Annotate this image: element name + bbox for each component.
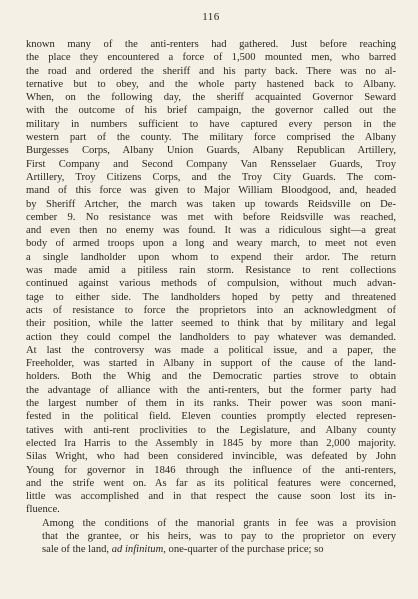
text-line: fluence. [26, 504, 60, 516]
text-line: with the outcome of his brief campaign, the governor called out the [26, 105, 396, 117]
text-line: mand of this force was given to Major William Bloodgood, and, headed [26, 185, 396, 197]
text-line: holders. Both the Whig and the Democratic parties strove to obtain [26, 371, 396, 383]
paragraph-2 [26, 517, 396, 557]
text-line: When, on the following day, the sheriff acquainted Governor Seward [26, 92, 396, 104]
text-line: Among the conditions of the manorial grants in fee was a provision [42, 517, 396, 529]
text-line: and the strife went on. As far as its political features were concerned, [26, 477, 396, 489]
text-line: known many of the anti-renters had gathered. Just before reaching [26, 39, 396, 50]
text-line: Silas Wright, who had been considered invincible, was defeated by John [26, 451, 396, 463]
text-line: little was accomplished and in that respect the cause soon lost its in- [26, 491, 396, 503]
text-line: Freeholder, was started in Albany in support of the cause of the land- [26, 358, 396, 370]
text-line: tage to either side. The landholders hoped by petty and threatened [26, 291, 396, 303]
text-line: action they could compel the landholders to pay whatever was demanded. [26, 331, 396, 343]
latin-phrase: ad infinitum [111, 544, 164, 556]
text-line: was made amid a pitiless rain storm. Resistance to rent collections [26, 265, 396, 277]
text-line: their position, while the latter seemed to think that by military and legal [26, 318, 396, 330]
text-line: Artillery, Troy Citizens Corps, and the Troy City Guards. The com- [26, 171, 396, 183]
text-fragment: sale of the land, [42, 544, 112, 556]
paragraph-1 [26, 38, 396, 517]
body-text [26, 38, 396, 557]
text-line: the advantage of alliance with the anti-renters, but the former party had [26, 384, 396, 396]
text-line: tatives with anti-rent proclivities to the Legislature, and Albany county [26, 424, 396, 436]
text-line: First Company and Second Company Van Rensselaer Guards, Troy [26, 158, 396, 170]
text-line: military in numbers sufficient to have captured every person in the [26, 118, 396, 130]
text-line: At last the controversy was made a political issue, and a paper, the [26, 344, 396, 356]
text-line: body of armed troops upon a long and weary march, to meet not even [26, 238, 396, 250]
text-line: cember 9. No resistance was met with before Reidsville was reached, [26, 211, 396, 223]
text-line: Young for governor in 1846 through the influence of the anti-renters, [26, 464, 396, 476]
text-line: western part of the county. The military force comprised the Albany [26, 132, 396, 144]
text-line: continued against various methods of compulsion, without much advan- [26, 278, 396, 290]
text-line: acts of resistance to force the proprietors into an acknowledgment of [26, 304, 396, 316]
text-line: the road and ordered the sheriff and his party back. There was no al- [26, 65, 396, 77]
text-line: the largest number of them in its ranks. Their power was soon mani- [26, 398, 396, 410]
text-line: a single landholder upon whom to expend their ardor. The return [26, 251, 396, 263]
text-line: and even then no enemy was found. It was a ridiculous sight—a great [26, 225, 396, 237]
text-line: elected Ira Harris to the Assembly in 1845 by more than 2,000 majority. [26, 437, 396, 449]
text-line: by Sheriff Artcher, the march was taken up towards Reidsville on De- [26, 198, 396, 210]
text-line [26, 543, 396, 556]
text-fragment: , one-quarter of the purchase price; so [163, 544, 324, 556]
text-line: fested in the political field. Eleven counties promptly elected represen- [26, 411, 396, 423]
text-line: that the grantee, or his heirs, was to pay to the proprietor on every [42, 530, 396, 542]
text-line: ternative but to obey, and the whole party hastened back to Albany. [26, 78, 396, 90]
page-number: 116 [202, 11, 220, 23]
text-line: Burgesses Corps, Albany Union Guards, Albany Republican Artillery, [26, 145, 396, 157]
text-line: the place they encountered a force of 1,500 mounted men, who barred [26, 52, 396, 64]
